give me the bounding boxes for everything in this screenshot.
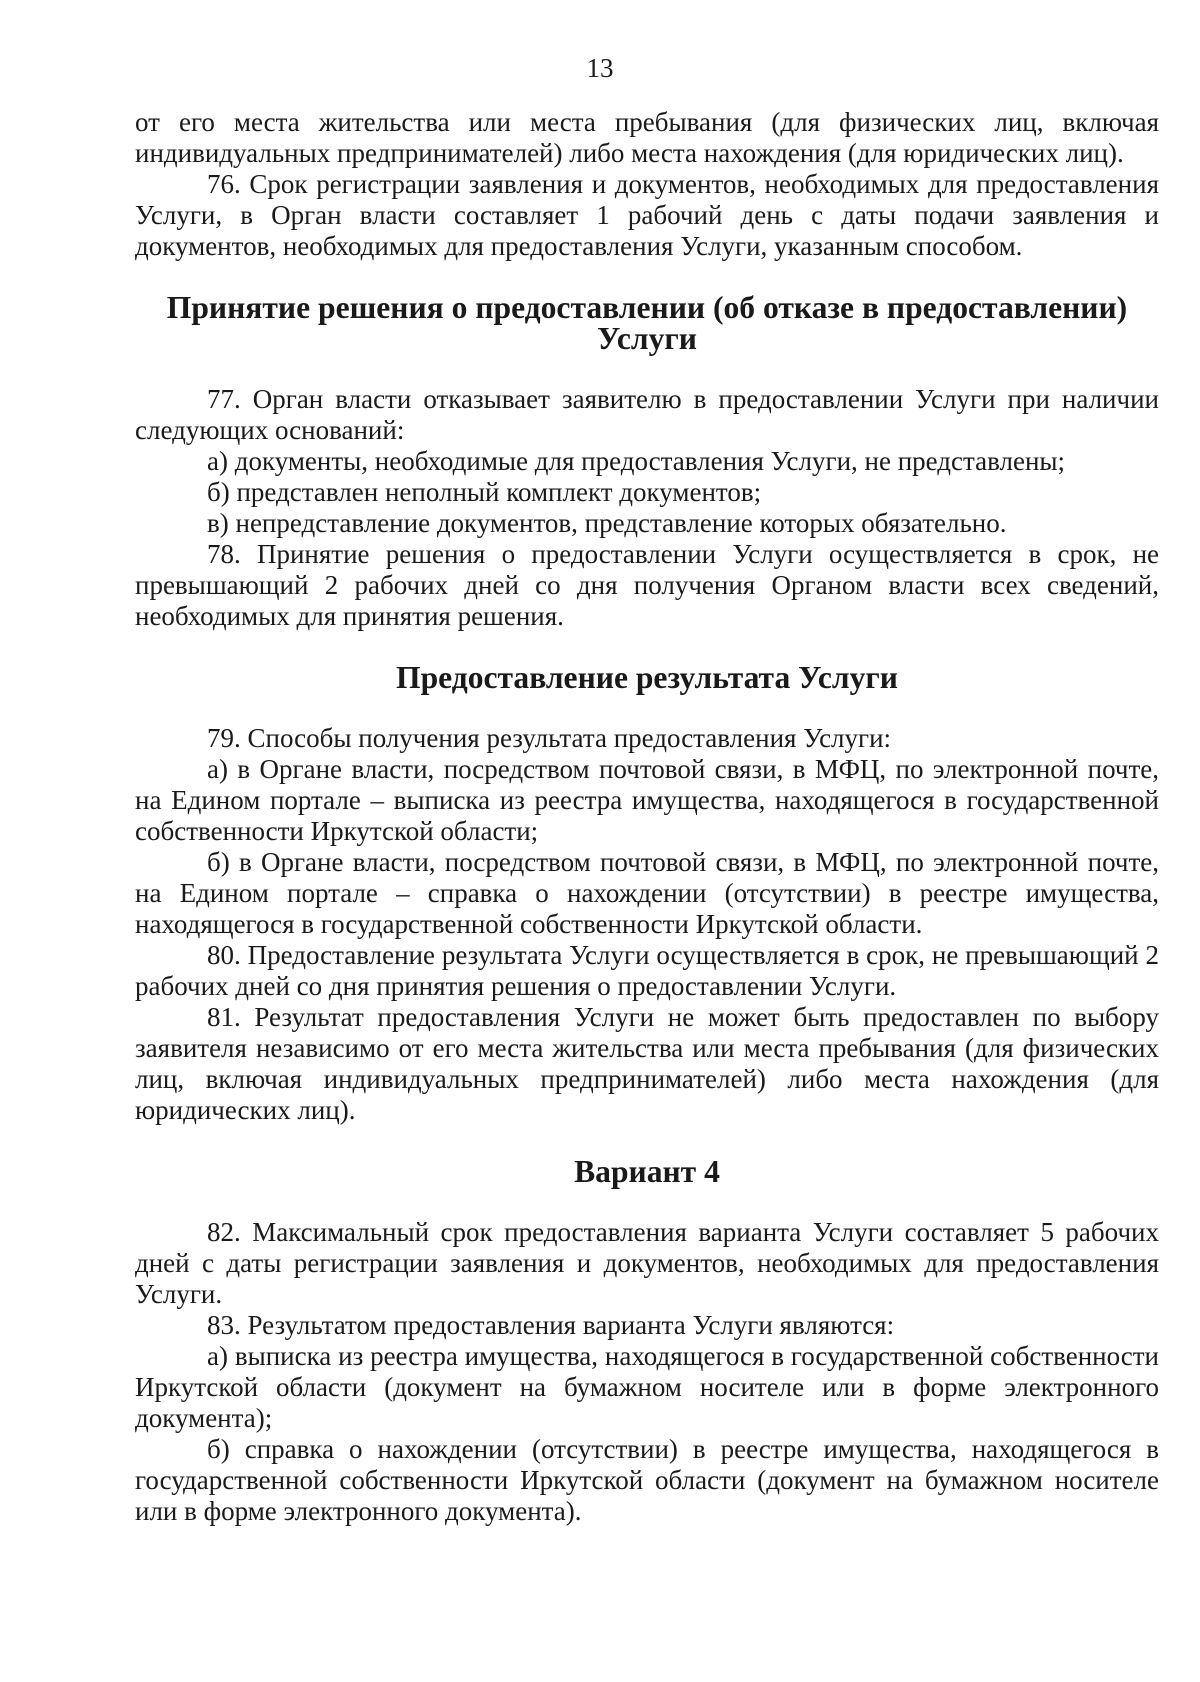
list-item-83a: а) выписка из реестра имущества, находящегося в государственной собственности Иркутской области (документ на бумажном носителе или в форме электронного документа); bbox=[135, 1341, 1159, 1433]
paragraph-79: 79. Способы получения результата предоставления Услуги: bbox=[207, 723, 892, 753]
paragraph-continuation: от его места жительства или места пребывания (для физических лиц, включая индивидуальных предпринимателей) либо места нахождения (для юридических лиц). bbox=[135, 107, 1159, 168]
paragraph-83: 83. Результатом предоставления варианта Услуги являются: bbox=[207, 1310, 895, 1340]
page-number: 13 bbox=[586, 53, 614, 83]
paragraph-82: 82. Максимальный срок предоставления варианта Услуги составляет 5 рабочих дней с даты регистрации заявления и документов, необходимых для предоставления Услуги. bbox=[135, 1217, 1159, 1309]
section-heading-decision: Принятие решения о предоставлении (об отказе в предоставлении) Услуги bbox=[166, 290, 1128, 356]
paragraph-76: 76. Срок регистрации заявления и документов, необходимых для предоставления Услуги, в Орган власти составляет 1 рабочий день с даты подачи заявления и документов, необходимых для предоставления Услуги, указанным способом. bbox=[135, 169, 1159, 261]
section-heading-variant-4: Вариант 4 bbox=[574, 1154, 720, 1189]
list-item-77b: б) представлен неполный комплект документов; bbox=[207, 477, 762, 507]
document-body bbox=[135, 107, 1159, 1527]
list-item-79a: а) в Органе власти, посредством почтовой связи, в МФЦ, по электронной почте, на Едином портале – выписка из реестра имущества, находящегося в государственной собственности Иркутской области; bbox=[135, 754, 1159, 846]
paragraph-78: 78. Принятие решения о предоставлении Услуги осуществляется в срок, не превышающий 2 рабочих дней со дня получения Органом власти всех сведений, необходимых для принятия решения. bbox=[135, 539, 1159, 631]
list-item-83b: б) справка о нахождении (отсутствии) в реестре имущества, находящегося в государственной собственности Иркутской области (документ на бумажном носителе или в форме электронного документа). bbox=[135, 1434, 1159, 1526]
list-item-79b: б) в Органе власти, посредством почтовой связи, в МФЦ, по электронной почте, на Едином портале – справка о нахождении (отсутствии) в реестре имущества, находящегося в государственной собственности Иркутской области. bbox=[135, 847, 1159, 939]
list-item-77a: а) документы, необходимые для предоставления Услуги, не представлены; bbox=[207, 446, 1066, 476]
paragraph-77: 77. Орган власти отказывает заявителю в предоставлении Услуги при наличии следующих оснований: bbox=[135, 384, 1159, 445]
section-heading-result: Предоставление результата Услуги bbox=[396, 660, 898, 695]
paragraph-80: 80. Предоставление результата Услуги осуществляется в срок, не превышающий 2 рабочих дней со дня принятия решения о предоставлении Услуги. bbox=[135, 940, 1159, 1001]
list-item-77c: в) непредставление документов, представление которых обязательно. bbox=[207, 508, 1007, 538]
paragraph-81: 81. Результат предоставления Услуги не может быть предоставлен по выбору заявителя независимо от его места жительства или места пребывания (для физических лиц, включая индивидуальных предпринимателей) либо места нахождения (для юридических лиц). bbox=[135, 1002, 1159, 1125]
